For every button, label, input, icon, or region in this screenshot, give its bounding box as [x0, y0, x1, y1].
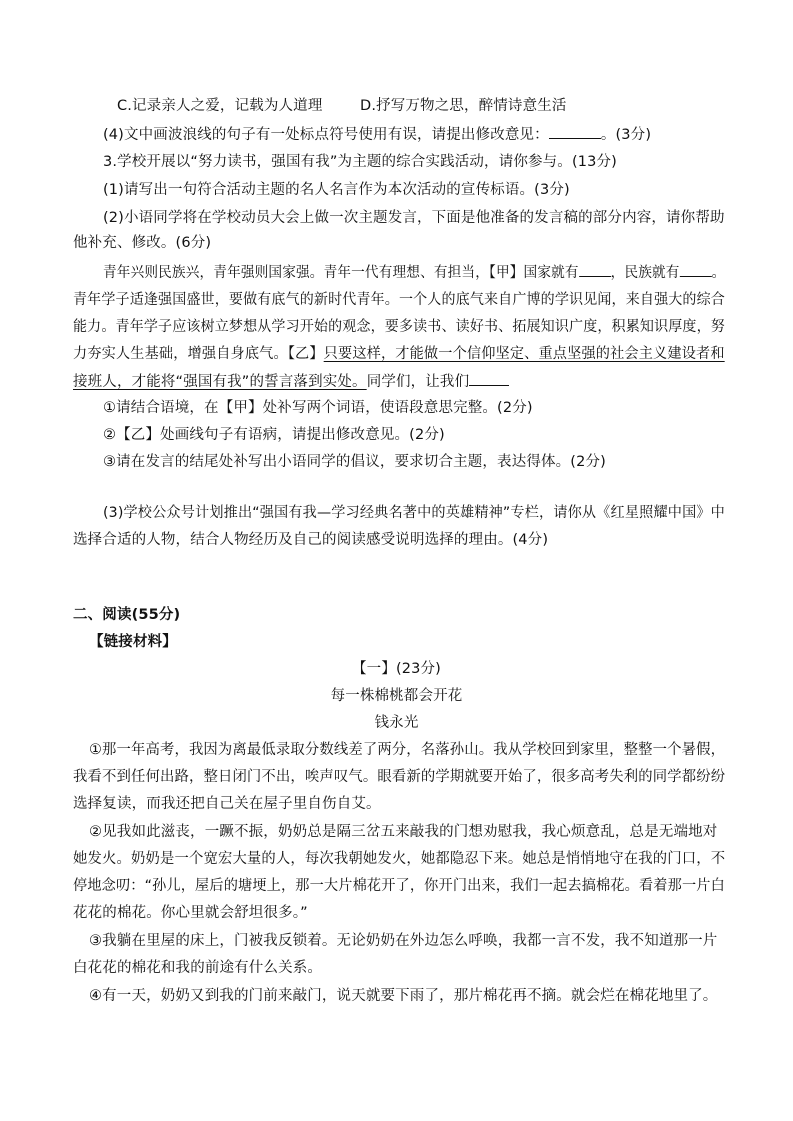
speech-line-5 — [73, 371, 509, 392]
speech-text: 青年兴则民族兴，青年强则国家强。青年一代有理想、有担当，【甲】国家就有 — [103, 265, 579, 281]
answer-blank — [549, 124, 601, 139]
question-4 — [103, 124, 651, 145]
speech-text: 同学们，让我们 — [366, 374, 470, 390]
option-c: C.记录亲人之爱，记载为人道理 — [117, 98, 323, 114]
sub-question-3: ③请在发言的结尾处补写出小语同学的倡议，要求切合主题，表达得体。(2分) — [103, 454, 606, 470]
speech-text: ，民族就有 — [610, 265, 680, 281]
speech-text: 力夯实人生基础，增强自身底气。【乙】 — [73, 346, 324, 362]
speech-line-4 — [73, 344, 725, 364]
part-label: 【一】(23分) — [352, 661, 441, 677]
speech-line-3: 能力。青年学子应该树立梦想从学习开始的观念，要多读书、读好书、拓展知识广度，积累知识厚度，努 — [73, 319, 725, 335]
paragraph-2-line-3: 停地念叨：“孙儿，屋后的塘埂上，那一大片棉花开了，你开门出来，我们一起去搞棉花。看着那一片白 — [73, 878, 725, 894]
story-title: 每一株棉桃都会开花 — [330, 688, 463, 704]
paragraph-1-line-1: ①那一年高考，我因为离最低录取分数线差了两分，名落孙山。我从学校回到家里，整整一个暑假， — [89, 742, 726, 758]
question-4-text: (4)文中画波浪线的句子有一处标点符号使用有误，请提出修改意见： — [103, 127, 549, 143]
question-4-score: 。(3分) — [600, 127, 652, 143]
paragraph-3-line-2: 白花花的棉花和我的前途有什么关系。 — [73, 960, 323, 976]
blank-jia-2 — [680, 262, 712, 277]
paragraph-2-line-4: 花花的棉花。你心里就会舒坦很多。” — [73, 905, 308, 921]
paragraph-3-line-1: ③我躺在里屋的床上，门被我反锁着。无论奶奶在外边怎么呼唤，我都一言不发，我不知道那一片 — [89, 933, 718, 949]
paragraph-2-line-2: 她发火。奶奶是一个宽宏大量的人，每次我朝她发火，她都隐忍下来。她总是悄悄地守在我的门口，不 — [73, 851, 726, 867]
link-material-label: 【链接材料】 — [89, 634, 177, 650]
answer-blank — [469, 371, 509, 386]
question-3-2-line1: (2)小语同学将在学校动员大会上做一次主题发言，下面是他准备的发言稿的部分内容，请你帮助 — [103, 210, 725, 226]
speech-text: 。 — [711, 265, 726, 281]
speech-line-1 — [103, 262, 725, 283]
question-3-1: (1)请写出一句符合活动主题的名人名言作为本次活动的宣传标语。(3分) — [103, 182, 570, 198]
paragraph-2-line-1: ②见我如此滋丧，一蹶不振，奶奶总是隔三岔五来敲我的门想劝慰我，我心烦意乱，总是无端地对 — [89, 824, 718, 840]
paragraph-1-line-3: 选择复读，而我还把自己关在屋子里自伤自艾。 — [73, 796, 381, 812]
paragraph-4-line-1: ④有一天，奶奶又到我的门前来敲门，说天就要下雨了，那片棉花再不摘。就会烂在棉花地里了。 — [89, 988, 718, 1004]
speech-line-2: 青年学子适逢强国盛世，要做有底气的新时代青年。一个人的底气来自广博的学识见闻，来自强大的综合 — [73, 292, 725, 308]
question-3-intro: 3.学校开展以“努力读书，强国有我”为主题的综合实践活动，请你参与。(13分) — [103, 154, 617, 170]
question-3-2-line2: 他补充、修改。(6分) — [73, 235, 212, 251]
sub-question-2: ②【乙】处画线句子有语病，请提出修改意见。(2分) — [103, 427, 445, 443]
question-3-3-line2: 选择合适的人物，结合人物经历及自己的阅读感受说明选择的理由。(4分) — [73, 532, 549, 548]
paragraph-1-line-2: 我看不到任何出路，整日闭门不出，唉声叹气。眼看新的学期就要开始了，很多高考失利的同学都纷纷 — [73, 769, 726, 785]
blank-jia-1 — [579, 262, 611, 277]
question-3-3-line1: (3)学校公众号计划推出“强国有我—学习经典名著中的英雄精神”专栏，请你从《红星照耀中国》中 — [103, 505, 725, 521]
story-author: 钱永光 — [374, 715, 419, 731]
underlined-sentence: 只要这样，才能做一个信仰坚定、重点坚强的社会主义建设者和 — [323, 346, 725, 362]
sub-question-1: ①请结合语境，在【甲】处补写两个词语，使语段意思完整。(2分) — [103, 400, 533, 416]
underlined-sentence: 接班人，才能将“强国有我”的誓言落到实处。 — [73, 374, 367, 390]
option-d: D.抒写万物之思，醉情诗意生活 — [360, 98, 567, 114]
section-heading: 二、阅读(55分) — [73, 607, 181, 623]
